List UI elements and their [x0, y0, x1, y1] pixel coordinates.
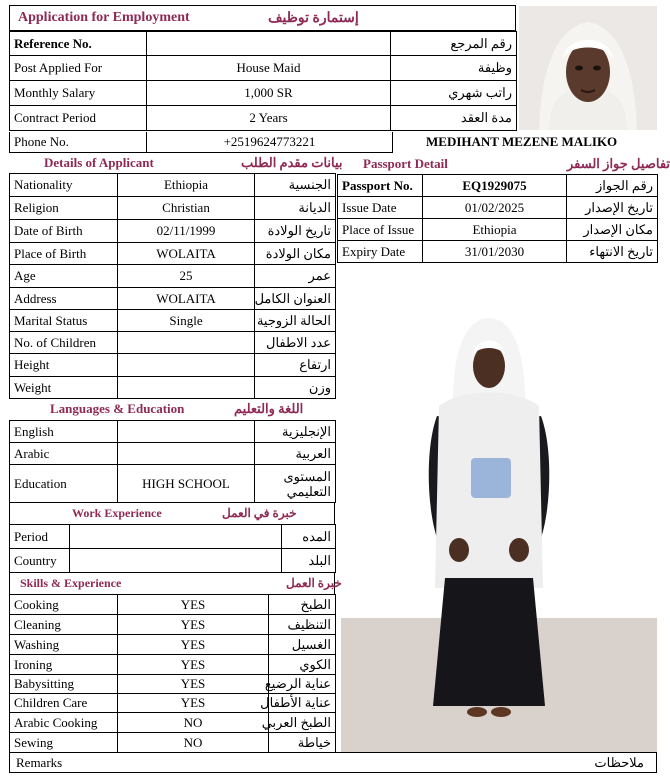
- languages-ar: الإنجليزية: [255, 421, 336, 443]
- passport-ar: مكان الإصدار: [567, 219, 658, 241]
- work-value: [70, 549, 282, 573]
- header-row-contract: Contract Period 2 Years مدة العقد: [10, 106, 517, 131]
- details-ar: وزن: [255, 377, 336, 399]
- skills-label: Cooking: [10, 595, 118, 615]
- details-value: Single: [118, 310, 255, 332]
- passport-value: 31/01/2030: [423, 241, 567, 263]
- work-row: [10, 549, 336, 573]
- details-row: [10, 288, 336, 310]
- details-value: WOLAITA: [118, 243, 255, 265]
- details-value: [118, 377, 255, 399]
- skills-ar: الطبخ العربي: [269, 713, 336, 733]
- header-table: [9, 31, 517, 131]
- portrait-photo: [519, 6, 657, 130]
- skills-ar: الكوي: [269, 655, 336, 675]
- title-bar: [9, 5, 516, 31]
- skills-ar: التنظيف: [269, 615, 336, 635]
- skills-label: Children Care: [10, 694, 118, 713]
- skills-row: [10, 635, 336, 655]
- passport-ar: تاريخ الإصدار: [567, 197, 658, 219]
- languages-label: English: [10, 421, 118, 443]
- skills-row: [10, 655, 336, 675]
- skills-label: Arabic Cooking: [10, 713, 118, 733]
- passport-value: 01/02/2025: [423, 197, 567, 219]
- details-table: [9, 173, 336, 399]
- header-row-post: Post Applied For House Maid وظيفة: [10, 56, 517, 81]
- details-ar: الحالة الزوجية: [255, 310, 336, 332]
- details-ar: تاريخ الولادة: [255, 220, 336, 243]
- skills-row: [10, 713, 336, 733]
- languages-ar: العربية: [255, 443, 336, 465]
- work-ar: البلد: [282, 549, 336, 573]
- details-row: [10, 197, 336, 220]
- languages-label: Arabic: [10, 443, 118, 465]
- passport-ar: رقم الجواز: [567, 175, 658, 197]
- details-value: 02/11/1999: [118, 220, 255, 243]
- skills-row: [10, 595, 336, 615]
- languages-value: HIGH SCHOOL: [118, 465, 255, 503]
- details-ar: الجنسية: [255, 174, 336, 197]
- applicant-name: MEDIHANT MEZENE MALIKO: [426, 134, 618, 149]
- phone-label: Phone No.: [10, 132, 147, 152]
- details-label: Address: [10, 288, 118, 310]
- details-label: Age: [10, 265, 118, 288]
- passport-label: Passport No.: [338, 175, 423, 197]
- details-label: Marital Status: [10, 310, 118, 332]
- languages-ar: المستوى التعليمي: [255, 465, 336, 503]
- skills-row: [10, 615, 336, 635]
- work-ar: المده: [282, 525, 336, 549]
- skills-ar: عناية الأطفال: [269, 694, 336, 713]
- languages-row: [10, 465, 336, 503]
- languages-heading: Languages & Education اللغة والتعليم: [50, 401, 304, 416]
- passport-row: [338, 197, 658, 219]
- skills-value: YES: [118, 595, 269, 615]
- details-row: [10, 174, 336, 197]
- details-value: [118, 354, 255, 377]
- details-ar: عمر: [255, 265, 336, 288]
- languages-label: Education: [10, 465, 118, 503]
- languages-value: [118, 443, 255, 465]
- remarks-row: [9, 752, 657, 773]
- header-row-salary: Monthly Salary 1,000 SR راتب شهري: [10, 81, 517, 106]
- passport-value: Ethiopia: [423, 219, 567, 241]
- skills-table: [9, 594, 336, 753]
- details-value: Ethiopia: [118, 174, 255, 197]
- title-en: Application for Employment: [18, 10, 190, 25]
- skills-ar: خياطة: [269, 733, 336, 753]
- details-row: [10, 310, 336, 332]
- skills-ar: الغسيل: [269, 635, 336, 655]
- details-label: Date of Birth: [10, 220, 118, 243]
- skills-value: YES: [118, 615, 269, 635]
- details-heading: Details of Applicant بيانات مقدم الطلب: [44, 155, 343, 170]
- passport-row: [338, 219, 658, 241]
- details-label: Place of Birth: [10, 243, 118, 265]
- details-value: 25: [118, 265, 255, 288]
- details-row: [10, 220, 336, 243]
- details-value: Christian: [118, 197, 255, 220]
- languages-row: [10, 421, 336, 443]
- details-value: WOLAITA: [118, 288, 255, 310]
- skills-label: Washing: [10, 635, 118, 655]
- languages-row: [10, 443, 336, 465]
- skills-value: NO: [118, 733, 269, 753]
- skills-label: Sewing: [10, 733, 118, 753]
- details-row: [10, 332, 336, 354]
- skills-ar: عناية الرضيع: [269, 675, 336, 694]
- passport-label: Issue Date: [338, 197, 423, 219]
- skills-heading: Skills & Experience خبرة العمل: [9, 572, 335, 594]
- details-label: Nationality: [10, 174, 118, 197]
- skills-row: [10, 675, 336, 694]
- passport-heading: Passport Detail تفاصيل جواز السفر: [363, 156, 670, 171]
- skills-value: YES: [118, 675, 269, 694]
- work-label: Country: [10, 549, 70, 573]
- skills-label: Babysitting: [10, 675, 118, 694]
- skills-row: [10, 694, 336, 713]
- header-row-reference: Reference No. رقم المرجع: [10, 32, 517, 56]
- details-row: [10, 354, 336, 377]
- full-body-photo: [341, 288, 657, 752]
- remarks-label-ar: ملاحظات: [594, 755, 644, 770]
- details-value: [118, 332, 255, 354]
- passport-value: EQ1929075: [423, 175, 567, 197]
- title-ar: إستمارة توظيف: [268, 11, 359, 26]
- work-row: [10, 525, 336, 549]
- skills-row: [10, 733, 336, 753]
- languages-value: [118, 421, 255, 443]
- skills-value: YES: [118, 694, 269, 713]
- work-table: [9, 524, 336, 573]
- skills-value: YES: [118, 635, 269, 655]
- work-label: Period: [10, 525, 70, 549]
- passport-row: [338, 241, 658, 263]
- details-ar: ارتفاع: [255, 354, 336, 377]
- details-ar: العنوان الكامل: [255, 288, 336, 310]
- phone-value: +2519624773221: [147, 132, 393, 152]
- skills-value: YES: [118, 655, 269, 675]
- skills-label: Ironing: [10, 655, 118, 675]
- passport-label: Expiry Date: [338, 241, 423, 263]
- languages-table: [9, 420, 336, 503]
- details-label: Weight: [10, 377, 118, 399]
- passport-table: [337, 174, 658, 263]
- details-ar: مكان الولادة: [255, 243, 336, 265]
- skills-value: NO: [118, 713, 269, 733]
- details-label: Religion: [10, 197, 118, 220]
- work-value: [70, 525, 282, 549]
- skills-ar: الطبخ: [269, 595, 336, 615]
- details-ar: الديانة: [255, 197, 336, 220]
- passport-ar: تاريخ الانتهاء: [567, 241, 658, 263]
- skills-label: Cleaning: [10, 615, 118, 635]
- details-row: [10, 243, 336, 265]
- remarks-label: Remarks: [16, 755, 63, 770]
- phone-row: [9, 132, 393, 153]
- work-heading: Work Experience خبرة في العمل: [9, 502, 335, 524]
- details-ar: عدد الاطفال: [255, 332, 336, 354]
- details-row: [10, 265, 336, 288]
- details-label: Height: [10, 354, 118, 377]
- details-label: No. of Children: [10, 332, 118, 354]
- passport-label: Place of Issue: [338, 219, 423, 241]
- details-row: [10, 377, 336, 399]
- passport-row: [338, 175, 658, 197]
